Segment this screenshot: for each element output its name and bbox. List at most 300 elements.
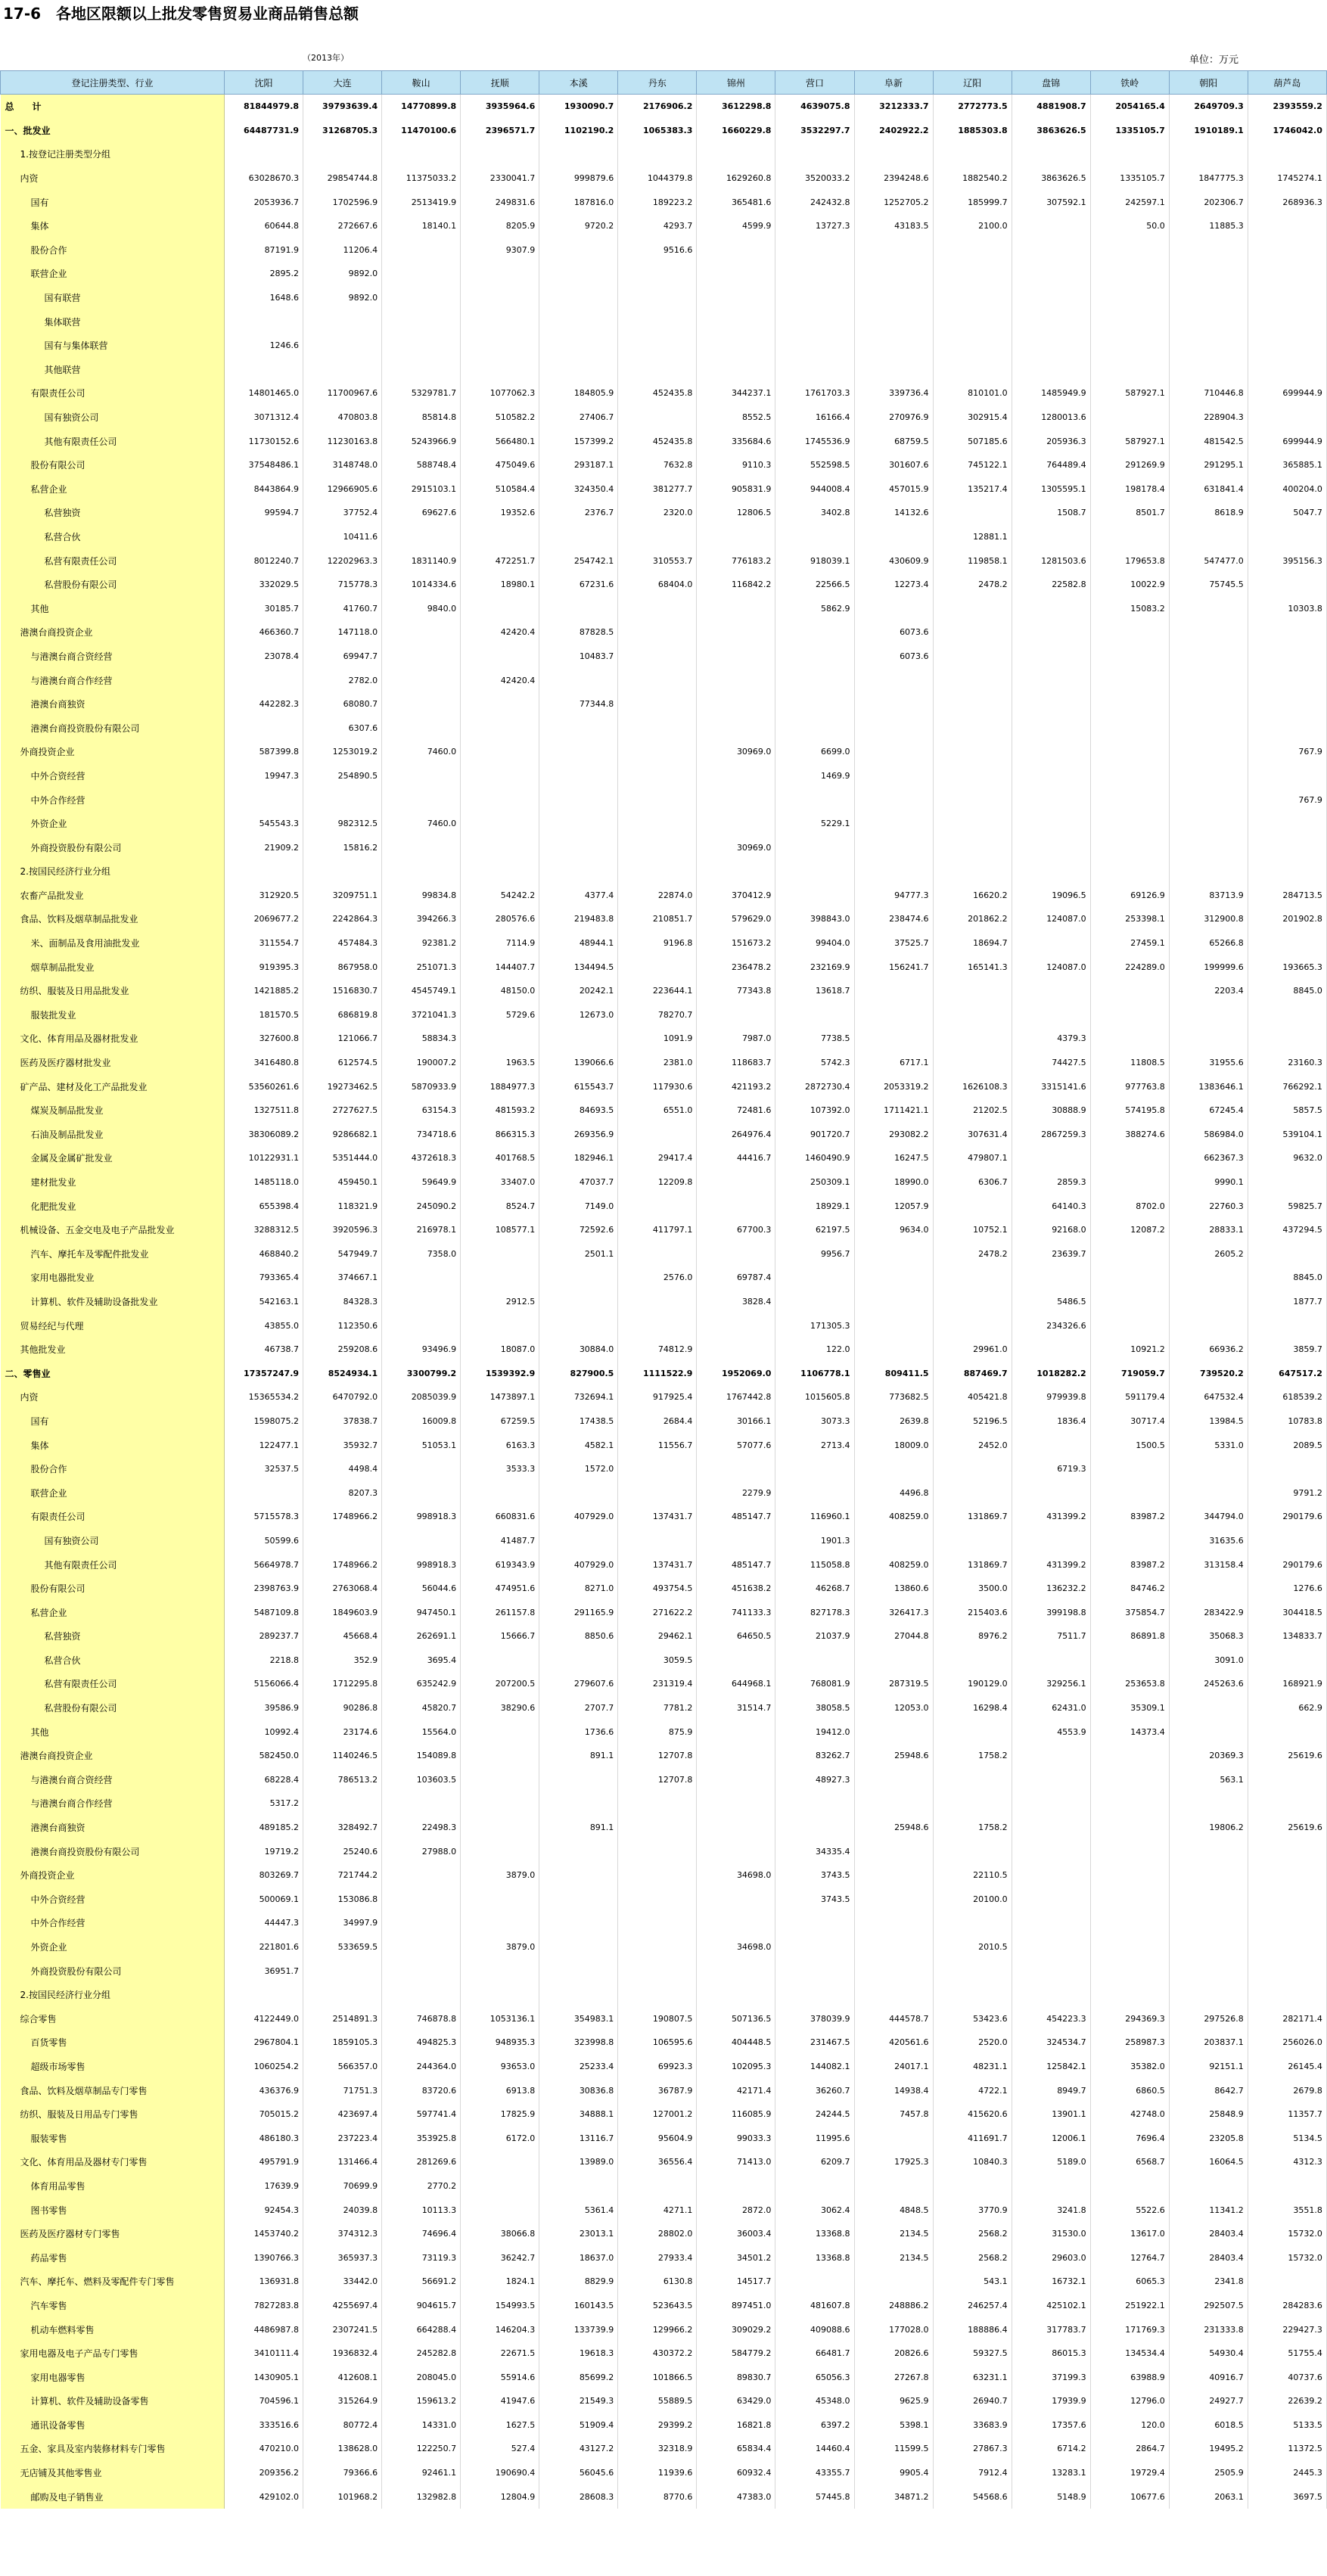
row-label: 集体联营 [1, 309, 225, 334]
value-cell: 1877.7 [1248, 1290, 1326, 1314]
value-cell: 84328.3 [303, 1290, 382, 1314]
value-cell: 17438.5 [539, 1409, 618, 1434]
value-cell: 280576.6 [461, 907, 539, 931]
value-cell: 1824.1 [461, 2270, 539, 2294]
value-cell [1248, 1242, 1326, 1266]
value-cell: 283422.9 [1169, 1600, 1248, 1624]
value-cell: 55914.6 [461, 2365, 539, 2389]
value-cell: 125842.1 [1012, 2055, 1090, 2079]
value-cell [1169, 645, 1248, 669]
value-cell: 1745536.9 [775, 429, 854, 453]
value-cell: 21909.2 [225, 835, 303, 859]
value-cell: 291295.1 [1169, 453, 1248, 477]
sales-table-container [0, 70, 1322, 2509]
value-cell: 51755.4 [1248, 2341, 1326, 2366]
value-cell [1248, 262, 1326, 286]
value-cell: 12087.2 [1090, 1218, 1169, 1242]
value-cell: 6699.0 [775, 740, 854, 764]
value-cell: 3315141.6 [1012, 1074, 1090, 1098]
table-row [1, 1888, 1327, 1912]
value-cell [1090, 692, 1169, 716]
value-cell: 1246.6 [225, 334, 303, 358]
value-cell: 16009.8 [382, 1409, 461, 1434]
value-cell: 133739.9 [539, 2317, 618, 2341]
value-cell: 1252705.2 [854, 190, 933, 214]
table-row [1, 979, 1327, 1003]
value-cell [1248, 668, 1326, 692]
value-cell: 58834.3 [382, 1027, 461, 1051]
value-cell: 411797.1 [618, 1218, 697, 1242]
value-cell: 84693.5 [539, 1098, 618, 1123]
value-cell: 287319.5 [854, 1672, 933, 1696]
value-cell: 4293.7 [618, 214, 697, 238]
value-cell: 22639.2 [1248, 2389, 1326, 2413]
value-cell [1012, 1433, 1090, 1457]
value-cell: 2134.5 [854, 2222, 933, 2246]
value-cell [1090, 142, 1169, 166]
value-cell: 60644.8 [225, 214, 303, 238]
row-label: 食品、饮料及烟草制品专门零售 [1, 2078, 225, 2102]
value-cell: 584779.2 [697, 2341, 775, 2366]
value-cell: 827900.5 [539, 1361, 618, 1385]
value-cell [1169, 1911, 1248, 1935]
value-cell [933, 979, 1012, 1003]
value-cell: 42420.4 [461, 668, 539, 692]
value-cell: 2568.2 [933, 2245, 1012, 2270]
table-row [1, 1266, 1327, 1290]
value-cell [539, 1290, 618, 1314]
value-cell: 431399.2 [1012, 1505, 1090, 1529]
value-cell [1090, 2174, 1169, 2198]
value-cell: 30836.8 [539, 2078, 618, 2102]
value-cell: 48231.1 [933, 2055, 1012, 2079]
value-cell [1169, 1839, 1248, 1863]
value-cell [854, 1266, 933, 1290]
row-label: 外商投资企业 [1, 740, 225, 764]
value-cell: 14331.0 [382, 2413, 461, 2438]
value-cell [1169, 2174, 1248, 2198]
value-cell: 248886.2 [854, 2294, 933, 2318]
value-cell [382, 1888, 461, 1912]
value-cell [303, 358, 382, 382]
value-cell [1169, 1577, 1248, 1601]
value-cell [933, 1791, 1012, 1816]
value-cell [225, 358, 303, 382]
value-cell: 466360.7 [225, 620, 303, 645]
value-cell [539, 1266, 618, 1290]
value-cell: 5317.2 [225, 1791, 303, 1816]
value-cell: 329256.1 [1012, 1672, 1090, 1696]
table-row [1, 477, 1327, 502]
value-cell: 2341.8 [1169, 2270, 1248, 2294]
value-cell: 48150.0 [461, 979, 539, 1003]
value-cell: 124087.0 [1012, 955, 1090, 979]
value-cell: 8205.9 [461, 214, 539, 238]
value-cell: 317783.7 [1012, 2317, 1090, 2341]
value-cell: 232169.9 [775, 955, 854, 979]
row-label: 其他 [1, 596, 225, 620]
value-cell: 660831.6 [461, 1505, 539, 1529]
row-label: 煤炭及制品批发业 [1, 1098, 225, 1123]
value-cell [618, 525, 697, 549]
value-cell: 19947.3 [225, 764, 303, 788]
value-cell: 15732.0 [1248, 2222, 1326, 2246]
value-cell: 87828.5 [539, 620, 618, 645]
row-label: 私营有限责任公司 [1, 1672, 225, 1696]
value-cell [1090, 1983, 1169, 2007]
value-cell: 18694.7 [933, 931, 1012, 956]
value-cell [618, 1911, 697, 1935]
row-label: 家用电器批发业 [1, 1266, 225, 1290]
value-cell: 3863626.5 [1012, 166, 1090, 191]
value-cell: 93496.9 [382, 1338, 461, 1362]
value-cell: 394266.3 [382, 907, 461, 931]
row-label: 中外合资经营 [1, 1888, 225, 1912]
value-cell [618, 955, 697, 979]
value-cell: 1390766.3 [225, 2245, 303, 2270]
value-cell: 901720.7 [775, 1123, 854, 1147]
value-cell: 63429.0 [697, 2389, 775, 2413]
value-cell [697, 1529, 775, 1553]
value-cell [461, 1816, 539, 1840]
value-cell: 14373.4 [1090, 1720, 1169, 1744]
table-row [1, 95, 1327, 119]
value-cell [1169, 1863, 1248, 1888]
value-cell: 12057.9 [854, 1194, 933, 1218]
value-cell [1248, 1911, 1326, 1935]
value-cell: 13860.6 [854, 1577, 933, 1601]
table-row [1, 1409, 1327, 1434]
value-cell: 8642.7 [1169, 2078, 1248, 2102]
value-cell [618, 1839, 697, 1863]
value-cell: 119858.1 [933, 548, 1012, 573]
value-cell: 22874.0 [618, 884, 697, 908]
value-cell: 1767442.8 [697, 1385, 775, 1409]
value-cell: 139066.6 [539, 1051, 618, 1075]
value-cell: 289237.7 [225, 1624, 303, 1648]
value-cell: 92381.2 [382, 931, 461, 956]
value-cell [697, 1768, 775, 1792]
value-cell: 5243966.9 [382, 429, 461, 453]
value-cell: 739520.2 [1169, 1361, 1248, 1385]
header-region: 鞍山 [382, 71, 461, 95]
table-row [1, 1361, 1327, 1385]
value-cell [618, 1457, 697, 1481]
value-cell: 2707.7 [539, 1696, 618, 1720]
value-cell [1090, 286, 1169, 310]
value-cell: 715778.3 [303, 573, 382, 597]
value-cell: 231319.4 [618, 1672, 697, 1696]
value-cell [933, 334, 1012, 358]
row-label: 综合零售 [1, 2007, 225, 2031]
value-cell: 245263.6 [1169, 1672, 1248, 1696]
value-cell [1169, 1266, 1248, 1290]
value-cell: 291165.9 [539, 1600, 618, 1624]
value-cell: 527.4 [461, 2437, 539, 2461]
value-cell: 2649709.3 [1169, 95, 1248, 119]
value-cell: 312900.8 [1169, 907, 1248, 931]
value-cell: 7781.2 [618, 1696, 697, 1720]
value-cell: 1453740.2 [225, 2222, 303, 2246]
value-cell [697, 596, 775, 620]
value-cell [382, 835, 461, 859]
value-cell: 21037.9 [775, 1624, 854, 1648]
value-cell: 3300799.2 [382, 1361, 461, 1385]
row-label: 其他有限责任公司 [1, 1552, 225, 1577]
value-cell: 13116.7 [539, 2126, 618, 2150]
value-cell: 1106778.1 [775, 1361, 854, 1385]
value-cell: 7149.0 [539, 1194, 618, 1218]
value-cell: 2867259.3 [1012, 1123, 1090, 1147]
value-cell [618, 1935, 697, 1959]
value-cell: 118321.9 [303, 1194, 382, 1218]
value-cell: 32318.9 [618, 2437, 697, 2461]
value-cell [539, 1313, 618, 1338]
value-cell [461, 142, 539, 166]
value-cell: 17357247.9 [225, 1361, 303, 1385]
value-cell [461, 1839, 539, 1863]
table-row [1, 334, 1327, 358]
row-label: 图书零售 [1, 2198, 225, 2222]
value-cell: 13617.0 [1090, 2222, 1169, 2246]
table-row [1, 1816, 1327, 1840]
table-row [1, 1529, 1327, 1553]
header-region: 抚顺 [461, 71, 539, 95]
value-cell [1248, 645, 1326, 669]
value-cell [1090, 1027, 1169, 1051]
value-cell [1090, 645, 1169, 669]
value-cell: 4722.1 [933, 2078, 1012, 2102]
table-row [1, 1983, 1327, 2007]
table-row [1, 2317, 1327, 2341]
value-cell: 3241.8 [1012, 2198, 1090, 2222]
value-cell: 292507.5 [1169, 2294, 1248, 2318]
value-cell: 37199.3 [1012, 2365, 1090, 2389]
value-cell: 17825.9 [461, 2102, 539, 2127]
value-cell: 2134.5 [854, 2245, 933, 2270]
value-cell: 271622.2 [618, 1600, 697, 1624]
row-label: 私营合伙 [1, 525, 225, 549]
value-cell: 29417.4 [618, 1146, 697, 1170]
value-cell: 10783.8 [1248, 1409, 1326, 1434]
value-cell: 33442.0 [303, 2270, 382, 2294]
value-cell: 2393559.2 [1248, 95, 1326, 119]
value-cell [1090, 1648, 1169, 1673]
value-cell: 533659.5 [303, 1935, 382, 1959]
value-cell [382, 1266, 461, 1290]
value-cell: 5189.0 [1012, 2150, 1090, 2174]
value-cell: 1831140.9 [382, 548, 461, 573]
value-cell: 454223.3 [1012, 2007, 1090, 2031]
value-cell [697, 262, 775, 286]
value-cell: 1836.4 [1012, 1409, 1090, 1434]
value-cell [618, 358, 697, 382]
value-cell [1012, 859, 1090, 884]
value-cell: 202306.7 [1169, 190, 1248, 214]
value-cell: 2872730.4 [775, 1074, 854, 1098]
value-cell: 3770.9 [933, 2198, 1012, 2222]
value-cell: 17357.6 [1012, 2413, 1090, 2438]
value-cell: 44447.3 [225, 1911, 303, 1935]
value-cell: 5361.4 [539, 2198, 618, 2222]
value-cell: 1065383.3 [618, 119, 697, 143]
value-cell: 1629260.8 [697, 166, 775, 191]
row-label: 农畜产品批发业 [1, 884, 225, 908]
value-cell: 431399.2 [1012, 1552, 1090, 1577]
value-cell: 16064.5 [1169, 2150, 1248, 2174]
table-row [1, 2078, 1327, 2102]
value-cell: 74427.5 [1012, 1051, 1090, 1075]
value-cell [382, 525, 461, 549]
value-cell [618, 1888, 697, 1912]
value-cell: 12209.8 [618, 1170, 697, 1195]
value-cell [775, 142, 854, 166]
value-cell [539, 286, 618, 310]
value-cell [1169, 334, 1248, 358]
value-cell: 3209751.1 [303, 884, 382, 908]
value-cell: 135217.4 [933, 477, 1012, 502]
value-cell: 7460.0 [382, 740, 461, 764]
value-cell: 137431.7 [618, 1552, 697, 1577]
value-cell: 37752.4 [303, 501, 382, 525]
value-cell [382, 1911, 461, 1935]
value-cell: 9840.0 [382, 596, 461, 620]
value-cell [697, 1338, 775, 1362]
value-cell [933, 620, 1012, 645]
value-cell [697, 812, 775, 836]
value-cell: 13989.0 [539, 2150, 618, 2174]
value-cell: 481607.8 [775, 2294, 854, 2318]
value-cell: 2684.4 [618, 1409, 697, 1434]
value-cell [854, 1003, 933, 1027]
value-cell: 399198.8 [1012, 1600, 1090, 1624]
value-cell: 4377.4 [539, 884, 618, 908]
value-cell: 27267.8 [854, 2365, 933, 2389]
value-cell: 10113.3 [382, 2198, 461, 2222]
value-cell: 647517.2 [1248, 1361, 1326, 1385]
value-cell [1248, 764, 1326, 788]
value-cell [697, 2174, 775, 2198]
value-cell [1248, 716, 1326, 740]
value-cell: 67245.4 [1169, 1098, 1248, 1123]
table-row [1, 931, 1327, 956]
value-cell [1090, 406, 1169, 430]
value-cell: 259208.6 [303, 1338, 382, 1362]
value-cell: 982312.5 [303, 812, 382, 836]
value-cell [775, 2174, 854, 2198]
value-cell: 270976.9 [854, 406, 933, 430]
value-cell: 475049.6 [461, 453, 539, 477]
row-label: 石油及制品批发业 [1, 1123, 225, 1147]
value-cell [539, 1481, 618, 1505]
value-cell: 5331.0 [1169, 1433, 1248, 1457]
value-cell [461, 1791, 539, 1816]
value-cell [1012, 812, 1090, 836]
value-cell: 9892.0 [303, 262, 382, 286]
value-cell [697, 238, 775, 263]
value-cell: 20100.0 [933, 1888, 1012, 1912]
value-cell: 582450.0 [225, 1744, 303, 1768]
value-cell: 67259.5 [461, 1409, 539, 1434]
value-cell [1169, 262, 1248, 286]
value-cell [1248, 1313, 1326, 1338]
value-cell: 10921.2 [1090, 1338, 1169, 1362]
value-cell: 22760.3 [1169, 1194, 1248, 1218]
row-label: 其他有限责任公司 [1, 429, 225, 453]
value-cell: 37525.7 [854, 931, 933, 956]
value-cell [1090, 334, 1169, 358]
value-cell [1169, 1003, 1248, 1027]
value-cell [461, 309, 539, 334]
value-cell [539, 596, 618, 620]
value-cell [775, 884, 854, 908]
value-cell: 19412.0 [775, 1720, 854, 1744]
value-cell: 7511.7 [1012, 1624, 1090, 1648]
value-cell: 3697.5 [1248, 2484, 1326, 2509]
value-cell: 1761703.3 [775, 381, 854, 406]
value-cell [1090, 812, 1169, 836]
value-cell: 6209.7 [775, 2150, 854, 2174]
value-cell: 662367.3 [1169, 1146, 1248, 1170]
value-cell: 4496.8 [854, 1481, 933, 1505]
value-cell: 8850.6 [539, 1624, 618, 1648]
value-cell: 5047.7 [1248, 501, 1326, 525]
value-cell: 2010.5 [933, 1935, 1012, 1959]
value-cell: 112350.6 [303, 1313, 382, 1338]
value-cell [854, 1911, 933, 1935]
value-cell [1169, 1720, 1248, 1744]
value-cell [1169, 1696, 1248, 1720]
value-cell: 66481.7 [775, 2341, 854, 2366]
value-cell [1012, 740, 1090, 764]
value-cell: 137431.7 [618, 1505, 697, 1529]
value-cell: 59649.9 [382, 1170, 461, 1195]
year-label: （2013年） [303, 53, 349, 63]
value-cell [854, 262, 933, 286]
row-label: 烟草制品批发业 [1, 955, 225, 979]
value-cell: 19352.6 [461, 501, 539, 525]
value-cell: 5486.5 [1012, 1290, 1090, 1314]
value-cell [1012, 1863, 1090, 1888]
value-cell [382, 1791, 461, 1816]
value-cell: 15564.0 [382, 1720, 461, 1744]
value-cell: 344794.0 [1169, 1505, 1248, 1529]
value-cell [225, 1983, 303, 2007]
value-cell [933, 764, 1012, 788]
value-cell: 741133.3 [697, 1600, 775, 1624]
value-cell [1090, 1911, 1169, 1935]
value-cell: 37548486.1 [225, 453, 303, 477]
value-cell [1012, 1816, 1090, 1840]
value-cell: 8949.7 [1012, 2078, 1090, 2102]
value-cell: 136232.2 [1012, 1577, 1090, 1601]
value-cell [775, 525, 854, 549]
value-cell: 3551.8 [1248, 2198, 1326, 2222]
value-cell [854, 1313, 933, 1338]
value-cell: 122250.7 [382, 2437, 461, 2461]
value-cell: 18009.0 [854, 1433, 933, 1457]
value-cell [1169, 716, 1248, 740]
value-cell [1090, 764, 1169, 788]
row-label: 其他批发业 [1, 1338, 225, 1362]
value-cell [618, 406, 697, 430]
value-cell: 93653.0 [461, 2055, 539, 2079]
row-label: 港澳台商投资股份有限公司 [1, 1839, 225, 1863]
value-cell: 705015.2 [225, 2102, 303, 2127]
value-cell: 999879.6 [539, 166, 618, 191]
table-row [1, 2102, 1327, 2127]
value-cell: 470210.0 [225, 2437, 303, 2461]
